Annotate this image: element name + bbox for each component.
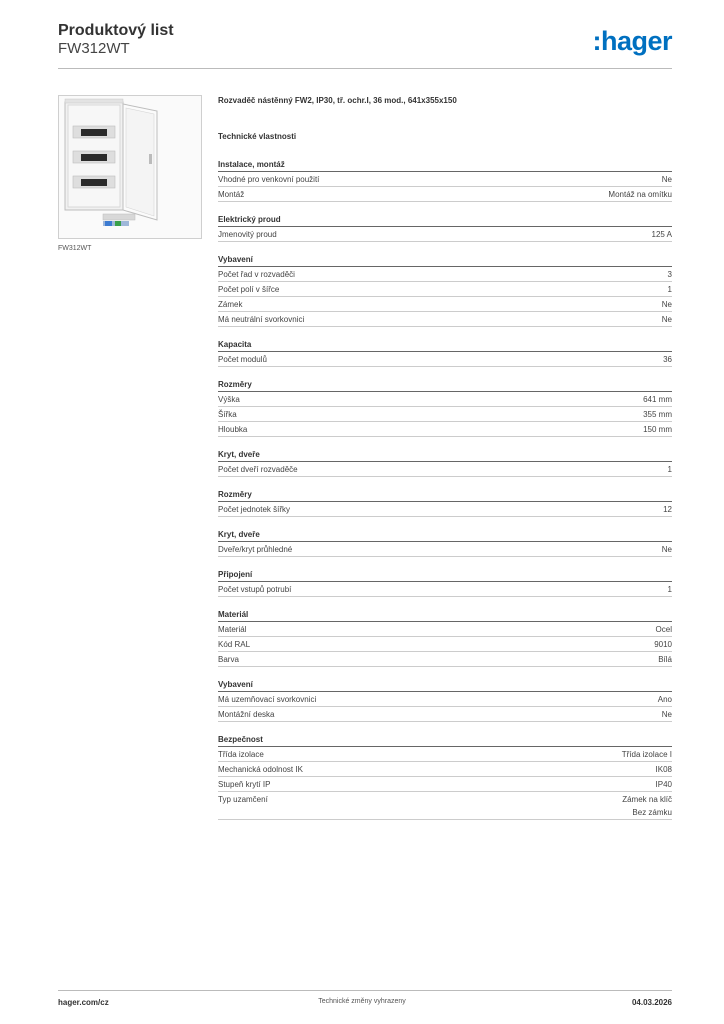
spec-label: Má uzemňovací svorkovnici: [218, 695, 317, 704]
section-title: Rozměry: [218, 378, 672, 392]
footer-website: hager.com/cz: [58, 998, 109, 1007]
spec-section: [218, 253, 672, 327]
spec-value: [668, 283, 672, 296]
spec-label: Dveře/kryt průhledné: [218, 545, 293, 554]
spec-value: [654, 638, 672, 651]
spec-row: [218, 297, 672, 312]
spec-value-line: Ano: [657, 695, 672, 704]
hager-logo: [592, 26, 672, 57]
spec-label: Jmenovitý proud: [218, 230, 277, 239]
spec-value: [643, 393, 672, 406]
spec-value: [662, 313, 672, 326]
spec-value-line: 12: [663, 505, 672, 514]
section-title: Bezpečnost: [218, 733, 672, 747]
spec-value: [656, 778, 672, 791]
spec-value-line: 9010: [654, 640, 672, 649]
spec-section: [218, 678, 672, 722]
spec-value: [663, 503, 672, 516]
spec-row: [218, 392, 672, 407]
spec-row: [218, 542, 672, 557]
spec-row: [218, 172, 672, 187]
spec-value-line: 36: [663, 355, 672, 364]
spec-label: Materiál: [218, 625, 247, 634]
spec-value-line: 1: [667, 465, 672, 474]
spec-label: Šířka: [218, 410, 237, 419]
spec-value-line: Ne: [661, 315, 672, 324]
spec-row: [218, 582, 672, 597]
spec-label: Typ uzamčení: [218, 795, 268, 804]
spec-section: [218, 568, 672, 597]
spec-section: [218, 608, 672, 667]
spec-label: Výška: [218, 395, 240, 404]
spec-row: [218, 792, 672, 820]
spec-label: Počet vstupů potrubí: [218, 585, 292, 594]
section-title: Kapacita: [218, 338, 672, 352]
spec-value: [643, 408, 672, 421]
spec-value-line: 1: [667, 585, 672, 594]
spec-section: [218, 378, 672, 437]
spec-label: Montáž: [218, 190, 245, 199]
spec-section: [218, 488, 672, 517]
section-title: Elektrický proud: [218, 213, 672, 227]
spec-value-line: 125 A: [651, 230, 672, 239]
spec-row: [218, 747, 672, 762]
spec-value: [656, 623, 672, 636]
spec-value: [643, 423, 672, 436]
spec-label: Barva: [218, 655, 239, 664]
spec-value-line: Třída izolace I: [621, 750, 672, 759]
spec-row: [218, 282, 672, 297]
spec-row: [218, 652, 672, 667]
spec-row: [218, 312, 672, 327]
section-title: Vybavení: [218, 253, 672, 267]
section-title: Kryt, dveře: [218, 528, 672, 542]
spec-value: [668, 463, 672, 476]
spec-label: Mechanická odolnost IK: [218, 765, 303, 774]
logo-prefix: :: [592, 26, 601, 56]
spec-value-line: 641 mm: [643, 395, 672, 404]
spec-value: [662, 543, 672, 556]
spec-value-line: IK08: [655, 765, 672, 774]
spec-value-line: 355 mm: [643, 410, 672, 419]
spec-row: [218, 692, 672, 707]
spec-section: [218, 338, 672, 367]
spec-label: Počet řad v rozvaděči: [218, 270, 295, 279]
section-title: Vybavení: [218, 678, 672, 692]
spec-label: Stupeň krytí IP: [218, 780, 271, 789]
footer-divider: [58, 990, 672, 991]
product-code: FW312WT: [58, 40, 130, 57]
footer-note: Technické změny vyhrazeny: [318, 998, 406, 1005]
product-image: [58, 95, 202, 239]
spec-value: [662, 298, 672, 311]
spec-value-line: 3: [667, 270, 672, 279]
spec-value-line: Ne: [661, 545, 672, 554]
spec-value: [663, 353, 672, 366]
header-divider: [58, 68, 672, 69]
spec-sections: [218, 158, 672, 820]
spec-value: [608, 188, 672, 201]
spec-value: [656, 763, 672, 776]
spec-value-line: Bílá: [658, 655, 672, 664]
spec-row: [218, 502, 672, 517]
section-title: Rozměry: [218, 488, 672, 502]
spec-label: Třída izolace: [218, 750, 264, 759]
spec-value-line: Bez zámku: [632, 808, 672, 817]
spec-value-line: Montáž na omítku: [608, 190, 672, 199]
spec-label: Má neutrální svorkovnici: [218, 315, 305, 324]
spec-value: [622, 793, 672, 819]
spec-section: [218, 448, 672, 477]
spec-row: [218, 637, 672, 652]
spec-row: [218, 707, 672, 722]
spec-value: [662, 708, 672, 721]
section-title: Materiál: [218, 608, 672, 622]
spec-row: [218, 227, 672, 242]
spec-value-line: 150 mm: [643, 425, 672, 434]
cabinet-illustration: [59, 96, 201, 238]
spec-value: [668, 268, 672, 281]
section-title: Kryt, dveře: [218, 448, 672, 462]
spec-row: [218, 407, 672, 422]
spec-label: Zámek: [218, 300, 243, 309]
footer-date: 04.03.2026: [631, 998, 672, 1007]
spec-value-line: Ocel: [655, 625, 672, 634]
spec-row: [218, 462, 672, 477]
spec-value-line: 1: [667, 285, 672, 294]
spec-label: Vhodné pro venkovní použití: [218, 175, 320, 184]
spec-label: Kód RAL: [218, 640, 251, 649]
spec-row: [218, 267, 672, 282]
page-title: Produktový list: [58, 22, 174, 39]
spec-value-line: Zámek na klíč: [622, 795, 672, 804]
spec-value: [658, 693, 672, 706]
spec-value-line: IP40: [655, 780, 672, 789]
spec-value: [652, 228, 672, 241]
spec-value-line: Ne: [661, 175, 672, 184]
spec-label: Počet jednotek šířky: [218, 505, 291, 514]
tech-heading: Technické vlastnosti: [218, 132, 297, 141]
spec-row: [218, 422, 672, 437]
product-image-caption: FW312WT: [58, 245, 92, 252]
spec-label: Počet polí v šířce: [218, 285, 280, 294]
spec-content: [218, 96, 672, 831]
spec-row: [218, 777, 672, 792]
spec-section: [218, 213, 672, 242]
spec-row: [218, 762, 672, 777]
spec-value: [662, 173, 672, 186]
logo-text: hager: [600, 26, 672, 56]
spec-section: [218, 528, 672, 557]
spec-row: [218, 622, 672, 637]
spec-section: [218, 158, 672, 202]
spec-row: [218, 187, 672, 202]
spec-value-line: Ne: [661, 710, 672, 719]
spec-value: [622, 748, 672, 761]
spec-value: [658, 653, 672, 666]
spec-label: Počet modulů: [218, 355, 267, 364]
section-title: Instalace, montáž: [218, 158, 672, 172]
section-title: Připojení: [218, 568, 672, 582]
spec-section: [218, 733, 672, 820]
spec-label: Počet dveří rozvaděče: [218, 465, 298, 474]
spec-value-line: Ne: [661, 300, 672, 309]
spec-label: Montážní deska: [218, 710, 275, 719]
spec-value: [668, 583, 672, 596]
product-description: Rozvaděč nástěnný FW2, IP30, tř. ochr.I, 36 mod., 641x355x150: [218, 96, 457, 105]
spec-label: Hloubka: [218, 425, 248, 434]
spec-row: [218, 352, 672, 367]
